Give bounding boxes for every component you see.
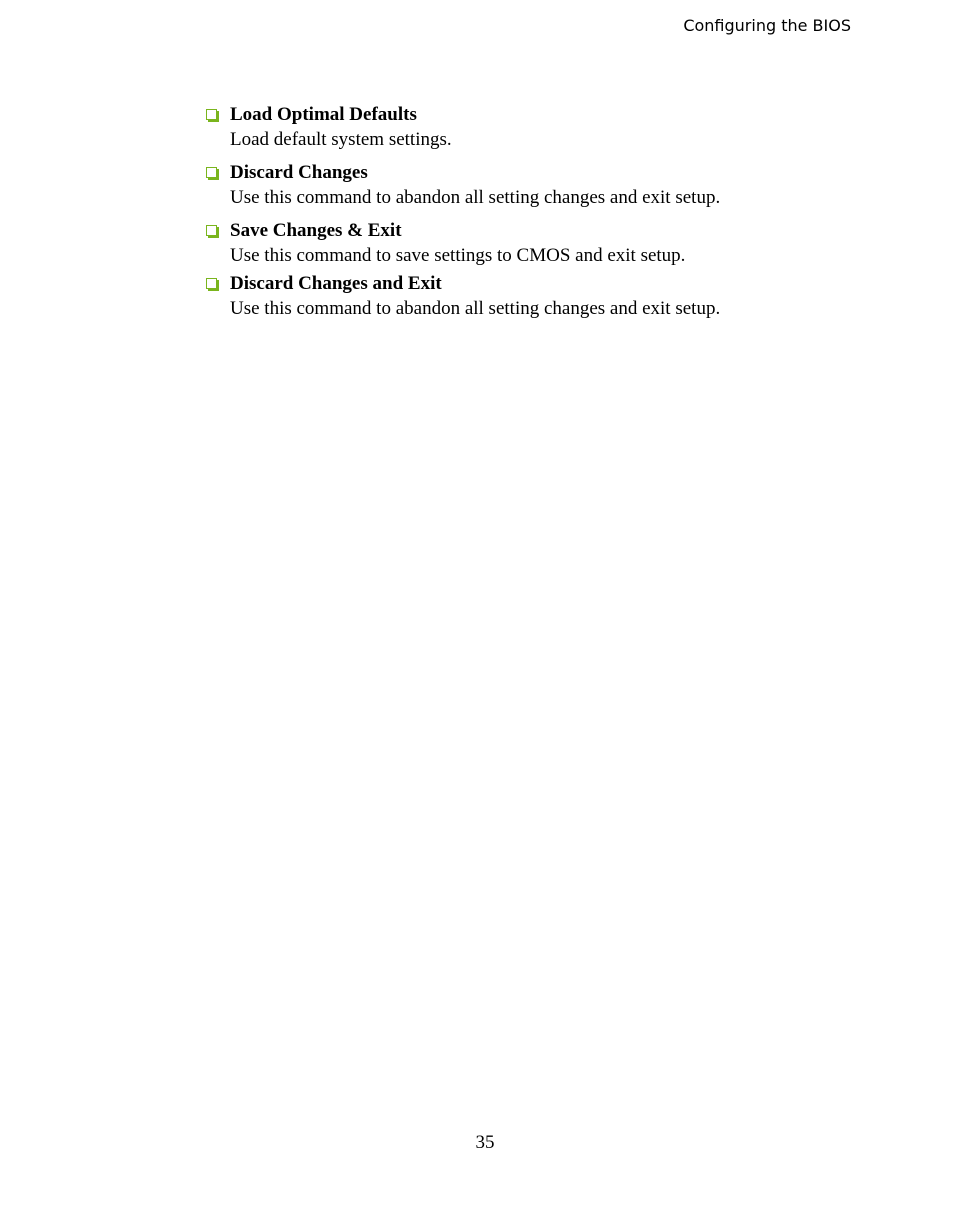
list-item-load-optimal-defaults (206, 103, 846, 152)
bios-exit-options-list (206, 103, 846, 321)
list-item-save-changes-exit (206, 219, 846, 268)
item-title: Save Changes & Exit (230, 220, 402, 241)
checkbox-bullet-icon (206, 167, 217, 178)
item-title: Load Optimal Defaults (230, 104, 417, 125)
checkbox-bullet-icon (206, 109, 217, 120)
item-description: Use this command to abandon all setting changes and exit setup. (230, 298, 721, 319)
list-item-discard-changes-and-exit (206, 272, 846, 321)
item-title: Discard Changes and Exit (230, 273, 442, 294)
list-item-discard-changes (206, 161, 846, 210)
checkbox-bullet-icon (206, 278, 217, 289)
running-header: Configuring the BIOS (683, 16, 851, 35)
item-description: Use this command to abandon all setting changes and exit setup. (230, 187, 721, 208)
item-description: Use this command to save settings to CMOS and exit setup. (230, 245, 686, 266)
checkbox-bullet-icon (206, 225, 217, 236)
item-title: Discard Changes (230, 162, 368, 183)
page-number: 35 (475, 1132, 495, 1153)
item-description: Load default system settings. (230, 129, 452, 150)
